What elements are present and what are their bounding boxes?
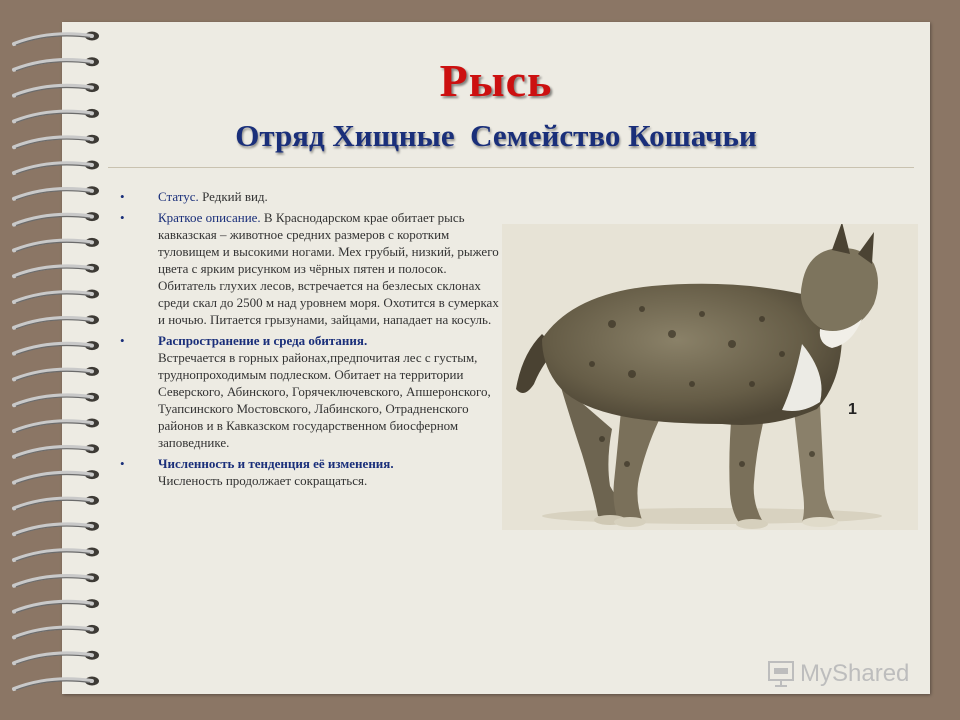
binding-ring [14,34,92,44]
description-label: Краткое описание. [158,210,261,225]
watermark-text: MyShared [800,660,910,687]
lynx-front-leg-far [729,409,764,524]
lynx-photo [502,224,918,530]
binding-ring [14,499,92,509]
binding-ring [14,421,92,431]
status-label: Статус. [158,189,199,204]
binding-ring [14,653,92,663]
lynx-paw [614,517,646,527]
watermark [766,656,909,692]
status-item [120,188,500,205]
binding-ring [14,370,92,380]
description-item [120,209,500,328]
binding-ring [14,215,92,225]
binding-ring [14,241,92,251]
presentation-icon [766,659,796,689]
binding-ring [14,628,92,638]
binding-ring [14,679,92,689]
binding-ring [14,473,92,483]
binding-ring [14,318,92,328]
habitat-text: Встречается в горных районах,предпочитая лес с густым, труднопроходимым подлеском. Обитает на территории Северского, Абинского, Горячеключевского, Апшеронского, Туапсинского Мостовского, Лабинского, Отрадненского районов и в Кавказском государственном биосферном заповеднике. [158,350,491,450]
description-text: В Краснодарском крае обитает рысь кавказская – животное средних размеров с коротким туловищем и высокими ногами. Мех грубый, низкий, рыжего цвета с ярким рисунком из чёрных пятен и полосок. Обитатель глухих лесов, встречается на безлесых склонах среди скал до 2500 м над уровнем моря. Охотится в сумерках и ночью. Питается грызунами, зайцами, нападает на косуль. [158,210,499,327]
binding-ring [14,524,92,534]
binding-ring [14,395,92,405]
info-list [120,188,500,493]
lynx-ear-left [832,224,850,254]
binding-ring [14,189,92,199]
habitat-item [120,332,500,451]
binding-ring [14,602,92,612]
binding-ring [14,550,92,560]
binding-ring [14,447,92,457]
binding-ring [14,576,92,586]
binding-ring [14,344,92,354]
divider [108,167,914,168]
population-item [120,455,500,489]
lynx-head [801,248,878,332]
population-text: Численость продолжает сокращаться. [158,473,368,488]
binding-ring [14,163,92,173]
habitat-label: Распространение и среда обитания. [158,333,368,348]
binding-ring [14,266,92,276]
figure-number: 1 [848,401,857,418]
lynx-illustration [502,224,918,530]
binding-ring [14,292,92,302]
population-label: Численность и тенденция её изменения. [158,456,394,471]
page-subtitle: Отряд Хищные Семейство Кошачьи [235,118,757,153]
page-title: Рысь [439,55,553,106]
lynx-paw [736,519,768,529]
status-text: Редкий вид. [198,189,268,204]
lynx-paw [802,517,838,527]
